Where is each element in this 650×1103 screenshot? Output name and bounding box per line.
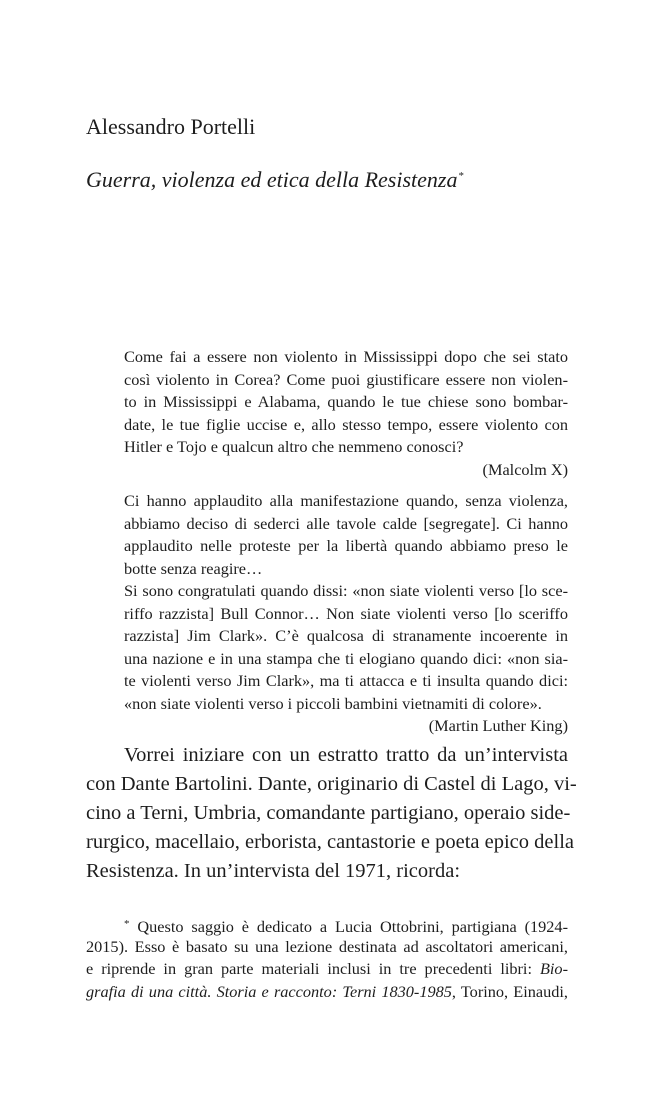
body-line: Vorrei iniziare con un estratto tratto da un’intervista bbox=[124, 744, 568, 766]
footnote-text: e riprende in gran parte materiali inclusi in tre precedenti libri: bbox=[86, 959, 540, 978]
footnote-book-title: Bio- bbox=[539, 959, 568, 978]
epigraph-line: Come fai a essere non violento in Mississippi dopo che sei stato bbox=[124, 347, 568, 366]
epigraph-line: una nazione e in una stampa che ti elogiano quando dici: «non sia- bbox=[124, 648, 568, 668]
body-paragraph bbox=[86, 741, 577, 886]
footnote-line bbox=[86, 958, 568, 981]
epigraph-line: razzista] Jim Clark». C’è qualcosa di stranamente incoerente in bbox=[124, 626, 568, 645]
epigraph-martin-luther-king bbox=[124, 490, 568, 738]
chapter-title bbox=[86, 162, 464, 194]
epigraph-attribution: (Malcolm X) bbox=[482, 459, 568, 479]
epigraph-line: to in Mississippi e Alabama, quando le tue chiese sono bombar- bbox=[124, 392, 568, 411]
footnote-book-title: grafia di una città. Storia e racconto: Terni 1830-1985 bbox=[86, 981, 452, 1001]
epigraph-line: abbiamo deciso di sederci alle tavole calde [segregate]. Ci hanno bbox=[124, 513, 568, 533]
title-footnote-mark: * bbox=[458, 170, 464, 182]
body-line: cino a Terni, Umbria, comandante partigiano, operaio side- bbox=[86, 802, 571, 824]
epigraph-line: così violento in Corea? Come puoi giustificare essere non violen- bbox=[124, 369, 568, 389]
epigraph-line: applaudito nelle proteste per la libertà quando abbiamo preso le bbox=[124, 536, 568, 555]
epigraph-malcolm-x bbox=[124, 346, 568, 481]
footnote-text: Questo saggio è dedicato a Lucia Ottobrini, partigiana (1924- bbox=[137, 917, 568, 936]
footnote bbox=[86, 913, 568, 1003]
epigraph-line: date, le tue figlie uccise e, allo stesso tempo, essere violento con bbox=[124, 414, 568, 434]
epigraph-attribution: (Martin Luther King) bbox=[428, 716, 568, 735]
body-line: rurgico, macellaio, erborista, cantastorie e poeta epico della bbox=[86, 831, 574, 853]
body-line: con Dante Bartolini. Dante, originario di Castel di Lago, vi- bbox=[86, 773, 577, 795]
epigraph-line: botte senza reagire… bbox=[124, 558, 263, 578]
epigraph-line: Hitler e Tojo e qualcun altro che nemmeno conosci? bbox=[124, 437, 464, 456]
author-name: Alessandro Portelli bbox=[86, 114, 256, 139]
footnote-line bbox=[86, 981, 568, 1004]
chapter-title-text: Guerra, violenza ed etica della Resistenza bbox=[86, 167, 458, 192]
footnote-mark: * bbox=[124, 918, 130, 930]
epigraph-line: «non siate violenti verso i piccoli bambini vietnamiti di colore». bbox=[124, 693, 542, 713]
footnote-text: , Torino, Einaudi, bbox=[451, 981, 568, 1001]
body-line: Resistenza. In un’intervista del 1971, ricorda: bbox=[86, 860, 461, 882]
epigraph-line: Si sono congratulati quando dissi: «non siate violenti verso [lo sce- bbox=[124, 581, 568, 600]
footnote-line: 2015). Esso è basato su una lezione destinata ad ascoltatori americani, bbox=[86, 936, 568, 956]
epigraph-line: te violenti verso Jim Clark», ma ti attacca e ti insulta quando dici: bbox=[124, 671, 568, 690]
epigraph-line: Ci hanno applaudito alla manifestazione quando, senza violenza, bbox=[124, 491, 568, 510]
footnote-line bbox=[86, 913, 568, 936]
epigraph-line: riffo razzista] Bull Connor… Non siate violenti verso [lo sceriffo bbox=[124, 603, 568, 623]
